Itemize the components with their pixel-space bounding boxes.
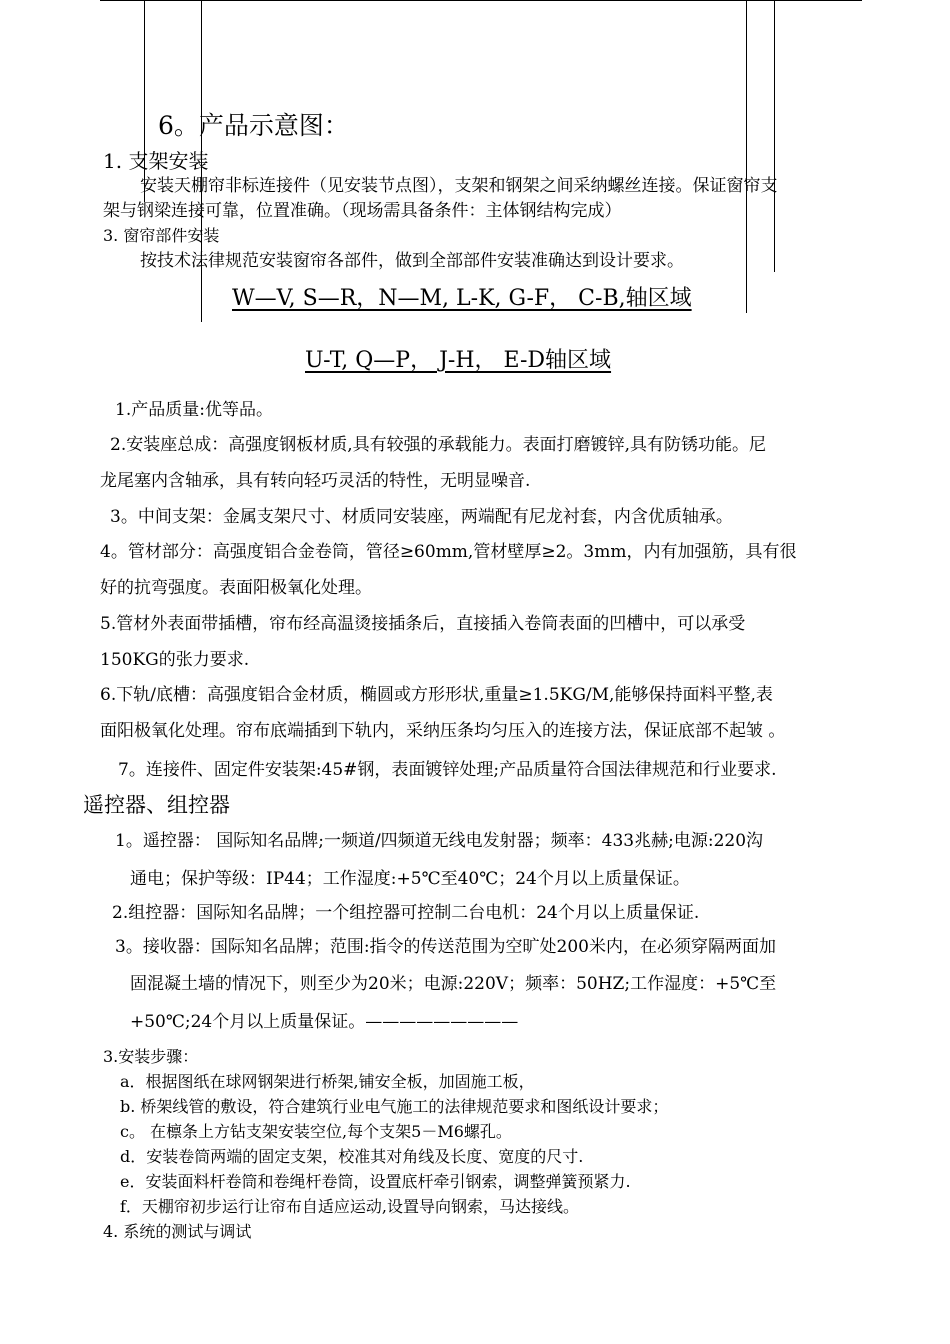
spec-line-10: 面阳极氧化处理。帘布底端插到下轨内，采纳压条均匀压入的连接方法，保证底部不起皱 。 [100,721,786,741]
step-item-a: a．根据图纸在球网钢架进行桥架,铺安全板，加固施工板， [120,1072,535,1091]
spec-line-4: 3。中间支架：金属支架尺寸、材质同安装座，两端配有尼龙衬套，内含优质轴承。 [110,507,733,527]
spec-line-1: 1.产品质量:优等品。 [115,400,273,420]
step3-heading: 3. 窗帘部件安装 [103,226,220,245]
step1-heading: 1. 支架安装 [103,149,209,173]
step3-line1: 按技术法律规范安装窗帘各部件，做到全部部件安装准确达到设计要求。 [140,251,684,271]
spec-line-11: 7。连接件、固定件安装架:45#钢，表面镀锌处理;产品质量符合国法律规范和行业要求. [118,760,777,780]
spec-line-2: 2.安装座总成：高强度钢板材质,具有较强的承载能力。表面打磨镀锌,具有防锈功能。尼 [110,435,767,455]
spec-line-7: 5.管材外表面带插槽，帘布经高温烫接插条后，直接插入卷筒表面的凹槽中，可以承受 [100,614,746,634]
steps-final: 4. 系统的测试与调试 [103,1222,252,1241]
steps-heading: 3.安装步骤： [103,1047,199,1066]
top-rule [100,0,862,1]
spec-line-8: 150KG的张力要求. [100,650,250,670]
spec-line-5: 4。管材部分：高强度铝合金卷筒，管径≥60mm,管材壁厚≥2。3mm，内有加强筋，具有很 [100,542,797,562]
frame-line-right-2 [774,0,775,272]
step-item-e: e．安装面料杆卷筒和卷绳杆卷筒，设置底杆牵引钢索，调整弹簧预紧力. [120,1172,631,1191]
step-item-c: c。 在檩条上方钻支架安装空位,每个支架5－M6螺孔。 [120,1122,512,1141]
step1-line2: 架与钢梁连接可靠，位置准确。（现场需具备条件：主体钢结构完成） [103,201,622,221]
spec-line-6: 好的抗弯强度。表面阳极氧化处理。 [100,578,372,598]
step-item-b: b. 桥架线管的敷设，符合建筑行业电气施工的法律规范要求和图纸设计要求； [120,1097,669,1116]
step1-line1: 安装天棚帘非标连接件（见安装节点图），支架和钢架之间采纳螺丝连接。保证窗帘支 [140,176,778,196]
remote-line-1: 1。遥控器： 国际知名品牌;一频道/四频道无线电发射器；频率：433兆赫;电源:220沟 [115,831,764,851]
remote-line-2: 通电；保护等级：IP44；工作湿度:+5℃至40℃；24个月以上质量保证。 [130,869,690,889]
spec-line-3: 龙尾塞内含轴承，具有转向轻巧灵活的特性，无明显噪音. [100,471,531,491]
spec-line-9: 6.下轨/底槽：高强度铝合金材质，椭圆或方形形状,重量≥1.5KG/M,能够保持面料平整,表 [100,685,773,705]
axis-line-2: U-T, Q—P， J-H， E-D轴区域 [305,348,612,373]
remote-heading: 遥控器、组控器 [83,793,230,817]
step-item-d: d．安装卷筒两端的固定支架，校准其对角线及长度、宽度的尺寸. [120,1147,584,1166]
remote-line-3: 2.组控器：国际知名品牌；一个组控器可控制二台电机：24个月以上质量保证. [112,903,700,923]
remote-line-4: 3。接收器：国际知名品牌；范围:指令的传送范围为空旷处200米内，在必须穿隔两面加 [115,937,776,957]
remote-line-5: 固混凝土墙的情况下，则至少为20米；电源:220V；频率：50HZ;工作湿度：+5℃至 [130,974,777,994]
axis-line-1: W—V, S—R，N—M, L-K, G-F， C-B,轴区域 [232,286,692,311]
section-title: 6。产品示意图： [158,111,349,140]
remote-line-6: +50℃;24个月以上质量保证。————————— [130,1012,519,1032]
frame-line-right-1 [746,0,747,313]
step-item-f: f．天棚帘初步运行让帘布自适应运动,设置导向钢索，马达接线。 [120,1197,580,1216]
